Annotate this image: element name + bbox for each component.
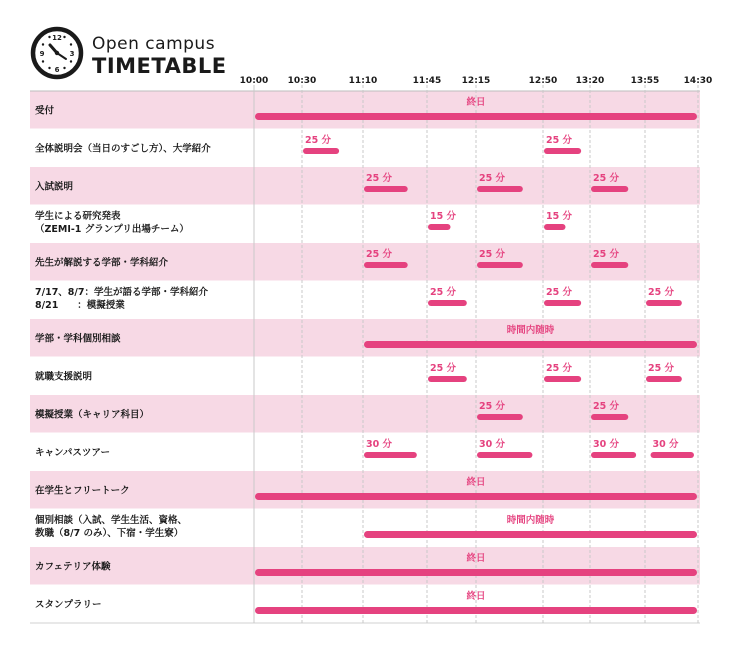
session-bar [591, 186, 628, 192]
all-day-bar [364, 341, 697, 348]
duration-label: 25 分 [593, 249, 620, 260]
session-bar [544, 224, 566, 230]
duration-label: 終日 [466, 553, 486, 564]
title-line-1: Open campus [92, 34, 216, 54]
duration-label: 終日 [466, 97, 486, 108]
row-label: 在学生とフリートーク [35, 485, 130, 497]
all-day-bar [255, 113, 697, 120]
row-label: 就職支援説明 [35, 371, 93, 383]
row-label: 8/21 ：模擬授業 [35, 300, 125, 311]
duration-label: 25 分 [593, 173, 620, 184]
title-line-2: TIMETABLE [92, 54, 227, 78]
row-label: 入試説明 [35, 181, 74, 193]
time-tick-label: 10:00 [239, 76, 269, 86]
duration-label: 25 分 [546, 363, 573, 374]
duration-label: 25 分 [430, 363, 457, 374]
all-day-bar [255, 607, 697, 614]
time-tick-label: 13:20 [575, 76, 605, 86]
time-tick-label: 11:10 [348, 76, 378, 86]
time-tick-label: 10:30 [287, 76, 317, 86]
all-day-bar [364, 531, 697, 538]
session-bar [477, 414, 523, 420]
duration-label: 30 分 [593, 439, 620, 450]
row-label: スタンプラリー [35, 599, 102, 611]
duration-label: 25 分 [546, 287, 573, 298]
duration-label: 25 分 [366, 249, 393, 260]
session-bar [477, 262, 523, 268]
session-bar [428, 376, 467, 382]
row-background [30, 319, 700, 357]
row-label: 模擬授業（キャリア科目） [35, 409, 150, 421]
time-tick-label: 11:45 [412, 76, 442, 86]
duration-label: 時間内随時 [506, 515, 555, 526]
row-background [30, 357, 700, 395]
duration-label: 終日 [466, 477, 486, 488]
session-bar [591, 452, 636, 458]
clock-number-12: 12 [52, 34, 62, 42]
session-bar [364, 186, 408, 192]
clock-number-6: 6 [54, 66, 60, 74]
session-bar [303, 148, 339, 154]
time-tick-label: 14:30 [683, 76, 713, 86]
row-background [30, 547, 700, 585]
duration-label: 25 分 [648, 287, 675, 298]
session-bar [646, 300, 682, 306]
session-bar [651, 452, 694, 458]
time-tick-label: 12:15 [461, 76, 491, 86]
row-label: 学生による研究発表 [35, 211, 121, 222]
row-label: 全体説明会（当日のすごし方）、大学紹介 [35, 143, 211, 155]
duration-label: 終日 [466, 591, 486, 602]
duration-label: 時間内随時 [506, 325, 555, 336]
session-bar [544, 300, 581, 306]
clock-number-3: 3 [69, 50, 75, 58]
duration-label: 25 分 [648, 363, 675, 374]
duration-label: 25 分 [593, 401, 620, 412]
row-label: （ZEMI-1 グランプリ出場チーム） [35, 224, 189, 235]
duration-label: 25 分 [479, 173, 506, 184]
row-background [30, 471, 700, 509]
duration-label: 30 分 [652, 439, 679, 450]
row-label: 教職（8/7 のみ）、下宿・学生寮） [35, 528, 184, 539]
row-label: 学部・学科個別相談 [35, 333, 121, 345]
session-bar [591, 414, 628, 420]
duration-label: 25 分 [546, 135, 573, 146]
row-label: 個別相談（入試、学生生活、資格、 [35, 515, 188, 526]
session-bar [544, 376, 581, 382]
clock-icon [30, 26, 84, 80]
duration-label: 25 分 [430, 287, 457, 298]
duration-label: 30 分 [366, 439, 393, 450]
row-background [30, 91, 700, 129]
row-label: キャンパスツアー [35, 447, 111, 459]
session-bar [364, 262, 408, 268]
session-bar [477, 452, 532, 458]
session-bar [544, 148, 581, 154]
row-label: 7/17、8/7：学生が語る学部・学科紹介 [35, 287, 208, 298]
session-bar [477, 186, 523, 192]
duration-label: 25 分 [366, 173, 393, 184]
all-day-bar [255, 493, 697, 500]
duration-label: 25 分 [305, 135, 332, 146]
row-label: 先生が解説する学部・学科紹介 [35, 257, 169, 269]
session-bar [591, 262, 628, 268]
row-label: 受付 [35, 105, 55, 117]
time-tick-label: 13:55 [630, 76, 660, 86]
session-bar [364, 452, 417, 458]
time-tick-label: 12:50 [528, 76, 558, 86]
header [30, 26, 230, 86]
duration-label: 25 分 [479, 249, 506, 260]
row-label: カフェテリア体験 [35, 561, 111, 573]
all-day-bar [255, 569, 697, 576]
duration-label: 15 分 [430, 211, 457, 222]
session-bar [428, 224, 451, 230]
duration-label: 15 分 [546, 211, 573, 222]
row-background [30, 585, 700, 623]
clock-number-9: 9 [39, 50, 45, 58]
duration-label: 30 分 [479, 439, 506, 450]
duration-label: 25 分 [479, 401, 506, 412]
session-bar [428, 300, 467, 306]
session-bar [646, 376, 682, 382]
